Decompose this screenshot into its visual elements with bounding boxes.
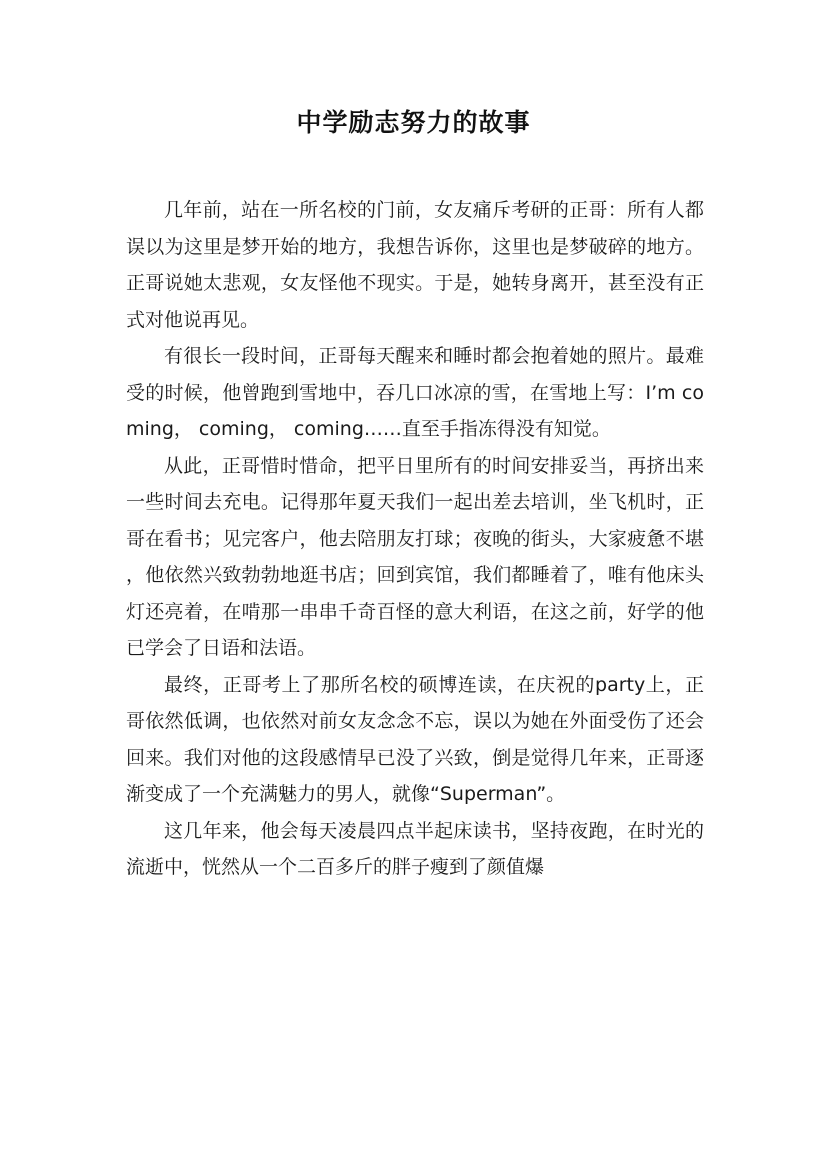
paragraph: 从此，正哥惜时惜命，把平日里所有的时间安排妥当，再挤出来一些时间去充电。记得那年夏天我们一起出差去培训，坐飞机时，正哥在看书；见完客户，他去陪朋友打球；夜晚的街头，大家疲惫不堪，他依然兴致勃勃地逛书店；回到宾馆，我们都睡着了，唯有他床头灯还亮着，在啃那一串串千奇百怪的意大利语，在这之前，好学的他已学会了日语和法语。 [126, 454, 704, 659]
paragraph: 最终，正哥考上了那所名校的硕博连读，在庆祝的party上，正哥依然低调，也依然对前女友念念不忘，误以为她在外面受伤了还会回来。我们对他的这段感情早已没了兴致，倒是觉得几年来，正哥逐渐变成了一个充满魅力的男人，就像“Superman”。 [126, 673, 704, 805]
paragraph: 有很长一段时间，正哥每天醒来和睡时都会抱着她的照片。最难受的时候，他曾跑到雪地中，吞几口冰凉的雪，在雪地上写：I’m coming， coming， coming……直至手指冻得没有知觉。 [126, 345, 704, 440]
paragraph: 几年前，站在一所名校的门前，女友痛斥考研的正哥：所有人都误以为这里是梦开始的地方，我想告诉你，这里也是梦破碎的地方。正哥说她太悲观，女友怪他不现实。于是，她转身离开，甚至没有正式对他说再见。 [126, 199, 704, 331]
paragraph: 这几年来，他会每天凌晨四点半起床读书，坚持夜跑，在时光的流逝中，恍然从一个二百多斤的胖子瘦到了颜值爆 [126, 819, 704, 878]
document-body [126, 192, 704, 886]
document-title: 中学励志努力的故事 [296, 108, 531, 137]
